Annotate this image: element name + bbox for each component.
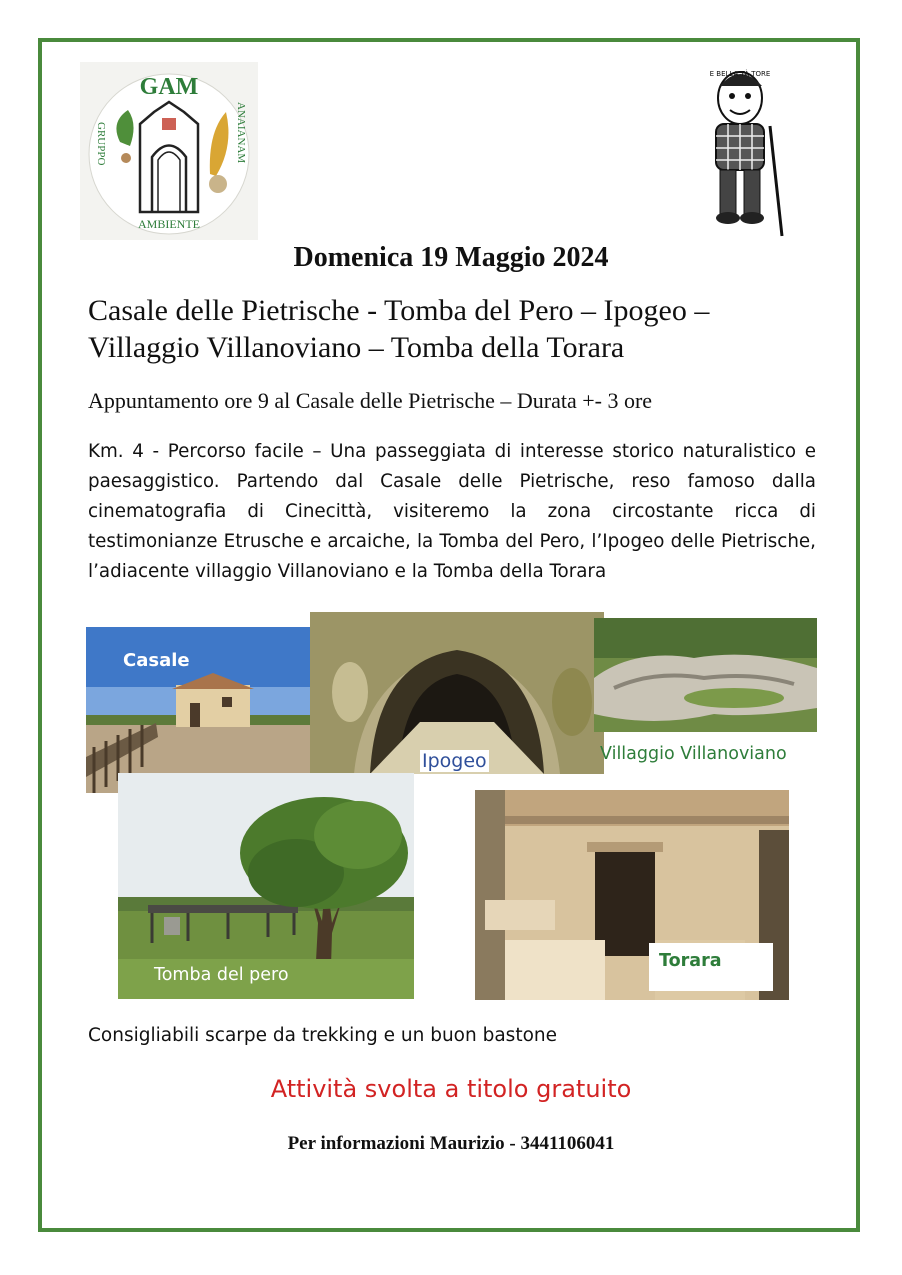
appointment-info: Appuntamento ore 9 al Casale delle Pietrische – Durata +- 3 ore [88, 388, 653, 413]
label-tomba-pero: Tomba del pero [154, 965, 289, 985]
label-casale: Casale [123, 650, 190, 671]
free-activity-note: Attività svolta a titolo gratuito [270, 1075, 632, 1103]
logo-right-text: ANAIANAM [235, 102, 247, 164]
event-title-line-1: Casale delle Pietrische - Tomba del Pero – Ipogeo – [88, 294, 710, 327]
label-villaggio: Villaggio Villanoviano [600, 744, 787, 764]
label-ipogeo: Ipogeo [422, 750, 487, 772]
event-title [88, 292, 828, 366]
photo-villaggio [594, 618, 817, 732]
label-torara: Torara [659, 951, 722, 971]
contact-info: Per informazioni Maurizio - 3441106041 [287, 1133, 615, 1154]
description: Km. 4 - Percorso facile – Una passeggiata di interesse storico naturalistico e paesaggistico. Partendo dal Casale delle Pietrische, reso famoso dalla cinematografia di Cinecittà, visiteremo la zona circostante ricca di testimonianze Etrusche e arcaiche, la Tomba del Pero, l’Ipogeo delle Pietrische, l’adiacente villaggio Villanoviano e la Tomba della Torara [88, 441, 816, 582]
photo-casale [86, 627, 312, 793]
event-title-line-2: Villaggio Villanoviano – Tomba della Torara [88, 331, 625, 364]
event-date: Domenica 19 Maggio 2024 [293, 242, 609, 273]
footwear-tips: Consigliabili scarpe da trekking e un buon bastone [88, 1025, 557, 1046]
mascot-bubble-text: E BELLA TÀ TORE [709, 70, 771, 78]
label-torara-box [649, 943, 773, 991]
logo-left-text: GRUPPO [95, 122, 107, 166]
logo-top-text: GAM [139, 74, 199, 100]
hiker-mascot [690, 66, 790, 238]
logo-bottom-text: AMBIENTE [138, 217, 200, 231]
gam-logo [80, 62, 258, 240]
